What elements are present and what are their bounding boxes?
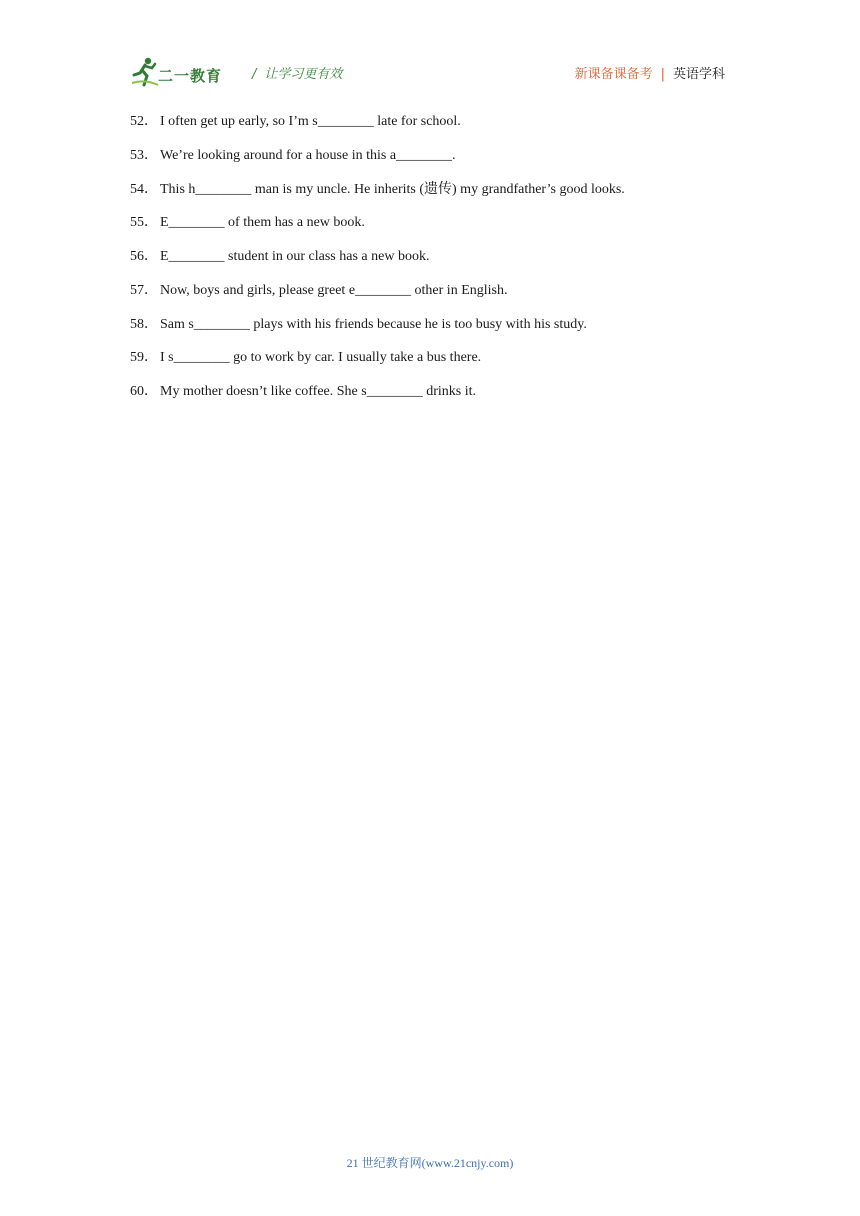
course-label: 新课备课备考 (574, 67, 653, 82)
question-number: 57． (130, 282, 158, 298)
slogan-slash: / (252, 67, 257, 82)
question-item (130, 281, 730, 315)
question-item (130, 146, 730, 180)
question-text: We’re looking around for a house in this a________. (160, 147, 456, 163)
question-number: 58． (130, 316, 158, 332)
question-text: E________ of them has a new book. (160, 215, 365, 231)
page-footer (0, 1154, 860, 1171)
question-number: 60． (130, 384, 158, 399)
question-item (130, 247, 730, 281)
logo (130, 55, 240, 89)
question-number: 56． (130, 249, 158, 264)
question-item (130, 112, 730, 146)
question-text: E________ student in our class has a new book. (160, 249, 430, 264)
footer-text: 21 世纪教育网(www.21cnjy.com) (346, 1156, 514, 1170)
question-text: I often get up early, so I’m s________ late for school. (160, 114, 461, 129)
question-text: Sam s________ plays with his friends because he is too busy with his study. (160, 316, 587, 332)
question-item (130, 213, 730, 247)
question-number: 54． (130, 181, 158, 197)
header-course-info (575, 63, 725, 82)
question-item (130, 382, 730, 416)
question-item (130, 180, 730, 214)
question-list (130, 112, 730, 416)
header-divider: | (660, 67, 665, 82)
question-text: Now, boys and girls, please greet e________ other in English. (160, 282, 508, 298)
page-header (130, 55, 725, 89)
question-text: I s________ go to work by car. I usually take a bus there. (160, 350, 482, 366)
question-text: This h________ man is my uncle. He inherits (遗传) my grandfather’s good looks. (160, 181, 625, 197)
question-number: 59． (130, 350, 158, 366)
question-item (130, 315, 730, 349)
logo-text: 二一教育 (158, 67, 223, 85)
question-item (130, 348, 730, 382)
question-number: 53． (130, 147, 158, 163)
subject-label: 英语学科 (672, 67, 725, 82)
running-person-icon (130, 55, 160, 89)
slogan (252, 63, 342, 82)
question-text: My mother doesn’t like coffee. She s________ drinks it. (160, 384, 476, 399)
question-number: 55． (130, 215, 158, 231)
slogan-text: 让学习更有效 (264, 67, 343, 82)
question-number: 52． (130, 114, 158, 129)
